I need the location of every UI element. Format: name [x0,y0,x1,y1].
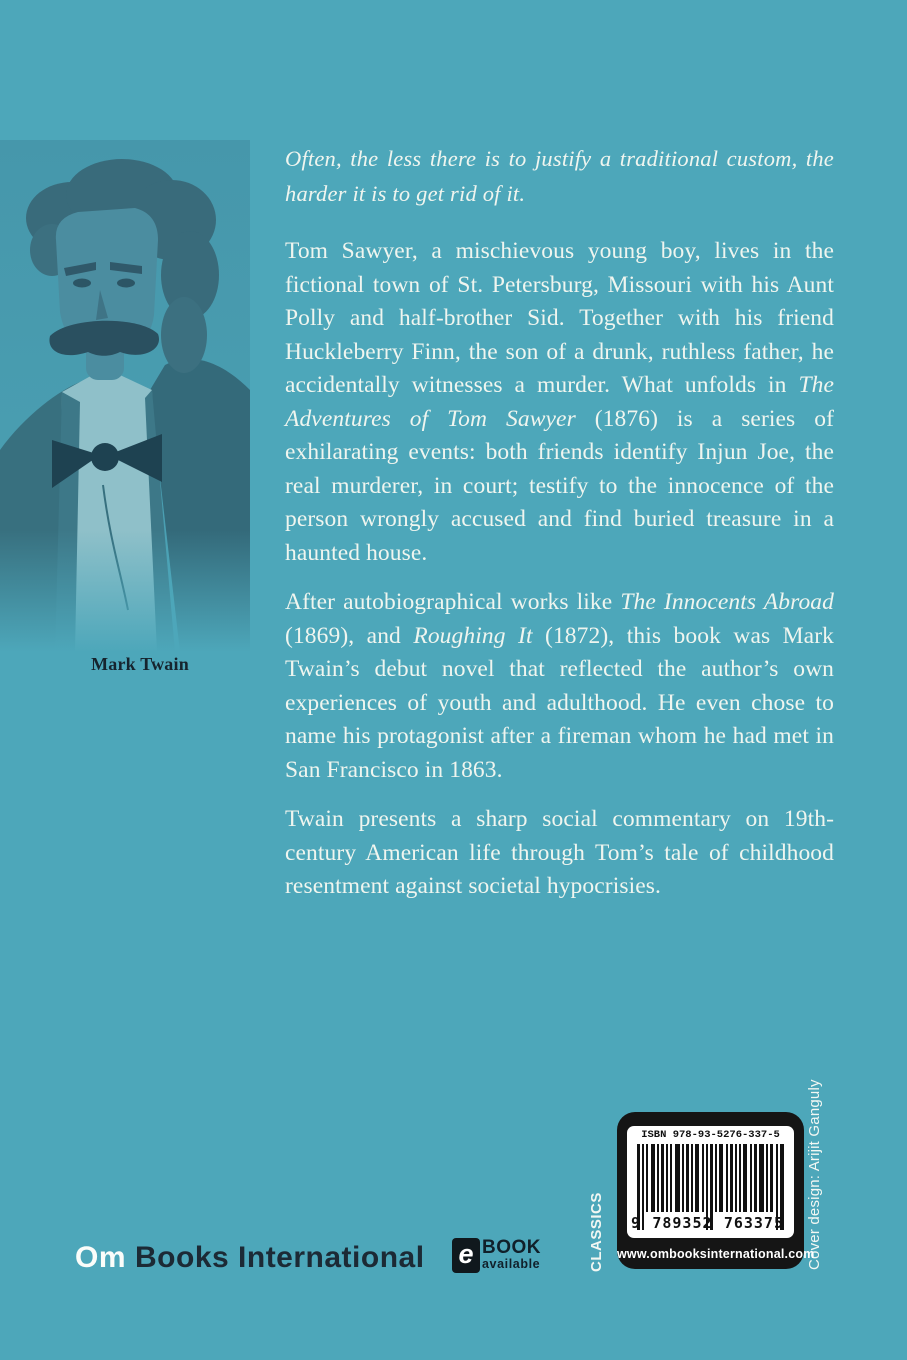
epigraph-quote: Often, the less there is to justify a traditional custom, the harder it is to get rid of it. [285,146,834,206]
barcode-bar [702,1144,704,1212]
barcode-digit-left: 9 [631,1214,642,1232]
barcode-bar [657,1144,659,1212]
barcode-bar [730,1144,733,1212]
barcode-digit-group1: 789352 [652,1214,713,1232]
barcode-bar [670,1144,672,1212]
barcode-bar [666,1144,668,1212]
barcode-bar [743,1144,747,1212]
isbn-label: ISBN 978-93-5276-337-5 [641,1129,780,1141]
series-label: CLASSICS [588,1192,605,1272]
synopsis-text: (1869), and [285,622,414,649]
barcode-block [617,1112,815,1269]
synopsis-paragraph [285,586,834,787]
cover-design-credit: Cover design: Arijit Ganguly [806,1079,823,1270]
barcode-bar [754,1144,757,1212]
portrait-caption: Mark Twain [91,654,189,674]
synopsis-paragraph [285,803,834,904]
publisher-logo-om: Om [75,1241,127,1274]
book-title-italic: The Adventures of Tom Sawyer [285,372,834,432]
barcode-bar [661,1144,664,1212]
publisher-logo [75,1241,425,1275]
mark-twain-photo [0,140,250,674]
barcode-bar [691,1144,693,1212]
barcode-bars [637,1144,784,1212]
book-title-italic: Roughing It [413,622,533,649]
barcode-bar [686,1144,689,1212]
ebook-icon-letter: e [458,1238,474,1269]
ebook-available-badge [452,1238,541,1273]
publisher-website: www.ombooksinternational.com [617,1247,815,1261]
barcode-bar [695,1144,699,1212]
publisher-logo-name: Books International [135,1241,425,1274]
barcode-bar [646,1144,648,1212]
synopsis-text: (1872), this book was Mark Twain’s debut novel that reflected the author’s own experiences of youth and adulthood. He even chose to name his protagonist after a fireman whom he had met in San Francisco in 1863. [285,622,834,783]
synopsis-text: Twain presents a sharp social commentary on 19th-century American life through Tom’s tale of childhood resentment against societal hypocrisies. [285,806,834,899]
barcode-bar [726,1144,728,1212]
barcode-bar [715,1144,717,1212]
ebook-badge-text [482,1238,541,1272]
barcode-bar [651,1144,655,1212]
ebook-badge-line2: available [482,1257,541,1271]
synopsis-text: Tom Sawyer, a mischievous young boy, lives in the fictional town of St. Petersburg, Missouri with his Aunt Polly and half-brother Sid. Together with his friend Huckleberry Finn, the son of a drunk, ruthless father, he accidentally witnesses a murder. What unfolds in [285,238,834,398]
barcode-digit-group2: 763375 [723,1214,784,1232]
synopsis-paragraph [285,235,834,570]
barcode-bar [750,1144,752,1212]
synopsis-text: (1876) is a series of exhilarating events: both friends identify Injun Joe, the real murderer, in court; testify to the innocence of the person wrongly accused and find buried treasure in a haunted house. [285,405,834,566]
barcode-bar [735,1144,737,1212]
ebook-badge-line1: BOOK [482,1237,541,1258]
barcode-bar [766,1144,768,1212]
book-title-italic: The Innocents Abroad [620,589,834,615]
barcode-bar [770,1144,773,1212]
synopsis-text: After autobiographical works like [285,589,621,615]
barcode-bar [719,1144,723,1212]
synopsis [285,141,834,920]
barcode-bar [675,1144,680,1212]
barcode-bar [682,1144,684,1212]
barcode-panel [627,1126,794,1238]
mark-twain-portrait-art [0,140,250,652]
ebook-icon [452,1238,480,1273]
barcode-digits [631,1212,784,1234]
barcode-bar [759,1144,764,1212]
barcode-bar [739,1144,741,1212]
